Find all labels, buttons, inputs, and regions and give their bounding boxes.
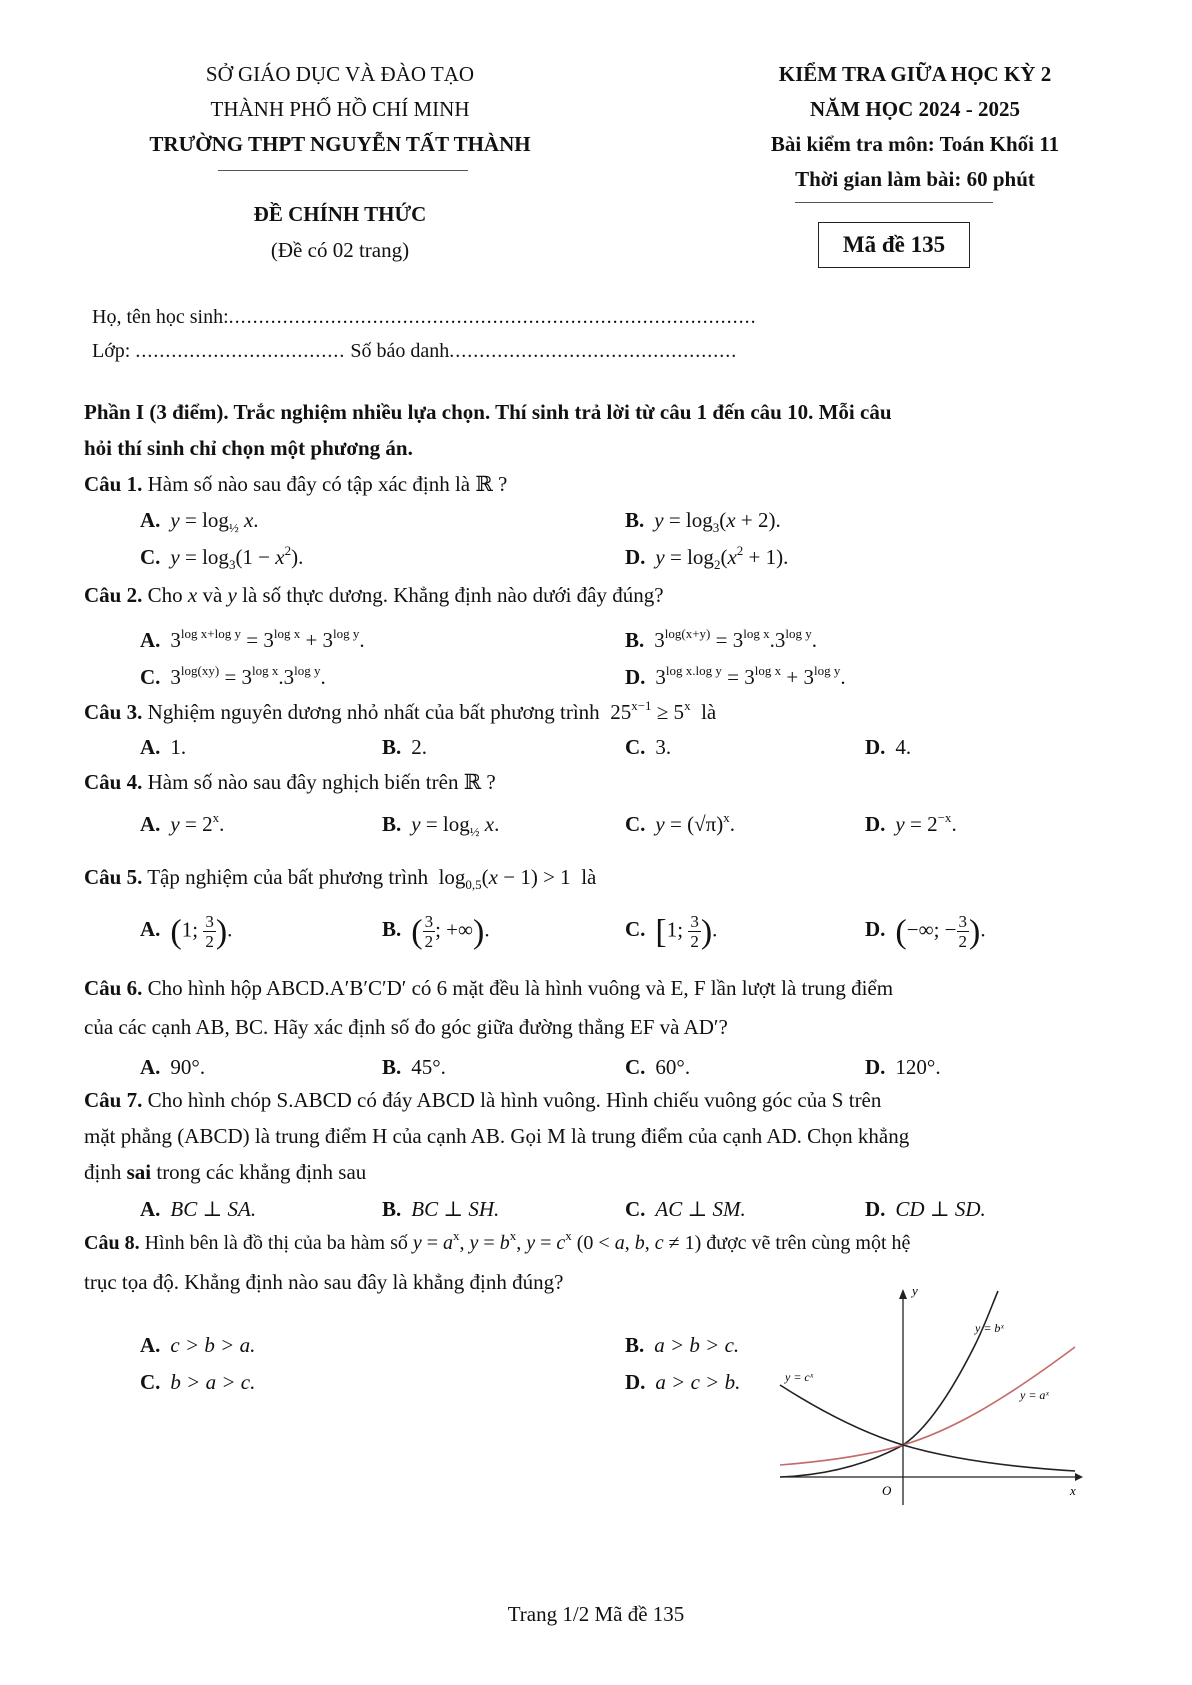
option-label: A. [140, 508, 161, 532]
question-7-line-2: mặt phẳng (ABCD) là trung điểm H của cạnh AB. Gọi M là trung điểm của cạnh AD. Chọn khẳng [84, 1124, 910, 1148]
q8-option-a-value: c > b > a. [170, 1333, 256, 1357]
question-5-text: Tập nghiệm của bất phương trình [147, 865, 429, 889]
q3-option-a[interactable] [140, 735, 186, 760]
x-axis-arrow [1075, 1473, 1083, 1481]
q5-option-c[interactable]: C. [1; $\frac{3}{2}$ ). [625, 912, 718, 951]
class-line[interactable] [92, 340, 737, 363]
question-2-number: Câu 2. [84, 583, 143, 607]
q1-option-b[interactable]: B. $y = \log_3(x + 2)$. [625, 508, 781, 535]
q6-option-b[interactable] [382, 1055, 446, 1080]
option-label: D. [865, 917, 886, 942]
option-label: C. [625, 1055, 646, 1079]
question-8-number: Câu 8. [84, 1232, 140, 1254]
student-name-label: Họ, tên học sinh: [92, 306, 229, 328]
student-name-line[interactable] [92, 306, 757, 329]
curve-b-label: y = bˣ [975, 1321, 1004, 1335]
x-axis-label: x [1070, 1483, 1076, 1498]
option-label: D. [865, 1055, 886, 1079]
q3-option-d[interactable] [865, 735, 911, 760]
option-label: D. [625, 665, 646, 689]
question-7 [84, 1088, 881, 1113]
candidate-id-dots: ................................................ [449, 340, 738, 362]
q2-option-a[interactable]: A. $3^{log x+log y} = 3^{log x} + 3^{log y}$. [140, 626, 365, 652]
q7-option-c-value: AC ⊥ SM. [655, 1197, 746, 1221]
q8-option-b[interactable] [625, 1333, 739, 1358]
option-label: D. [625, 545, 646, 569]
option-label: B. [625, 628, 645, 652]
option-label: B. [382, 1197, 402, 1221]
q4-option-d[interactable]: D. $y = 2^{-x}$. [865, 810, 957, 836]
q4-option-b[interactable]: B. $y = \log_{\frac{1}{2}} x$. [382, 812, 500, 839]
option-label: A. [140, 1333, 161, 1357]
option-label: C. [625, 735, 646, 759]
q6-option-d[interactable] [865, 1055, 941, 1080]
option-label: B. [625, 508, 645, 532]
option-label: D. [625, 1370, 646, 1394]
curve-a [780, 1347, 1075, 1465]
question-4 [84, 770, 496, 795]
question-3-number: Câu 3. [84, 700, 143, 724]
option-label: D. [865, 1197, 886, 1221]
q3-option-a-value: 1. [170, 735, 187, 759]
option-label: C. [625, 812, 646, 836]
option-label: C. [625, 1197, 646, 1221]
y-axis-label: y [912, 1285, 918, 1298]
department-name: SỞ GIÁO DỤC VÀ ĐÀO TẠO [205, 62, 475, 86]
question-6 [84, 976, 893, 1001]
class-dots: ................................... [135, 340, 346, 362]
q6-option-d-value: 120°. [895, 1055, 941, 1079]
q2-text-a: Cho [147, 583, 183, 607]
option-label: A. [140, 735, 161, 759]
q6-option-c[interactable] [625, 1055, 690, 1080]
q1-option-c[interactable]: C. $y = \log_3(1 - x^2)$. [140, 543, 304, 572]
q6-option-b-value: 45°. [411, 1055, 446, 1079]
student-name-dots: ........................................................................................ [228, 306, 757, 328]
q8-option-a[interactable] [140, 1333, 255, 1358]
question-8-text-b: được vẽ trên cùng một hệ [706, 1232, 911, 1254]
question-8: Câu 8. Hình bên là đồ thị của ba hàm số $y = a^x$, $y = b^x$, $y = c^x$ (0 < a, b, c ≠ 1) được vẽ trên cùng một hệ [84, 1228, 911, 1254]
q7-text-c: trong các khẳng định sau [156, 1160, 367, 1184]
class-label: Lớp: [92, 340, 131, 362]
question-5: Câu 5. Tập nghiệm của bất phương trình $\log_{0,5}(x - 1) > 1$ là [84, 865, 597, 892]
q3-option-c-value: 3. [655, 735, 672, 759]
question-5-number: Câu 5. [84, 865, 143, 889]
q6-option-c-value: 60°. [655, 1055, 691, 1079]
exponential-graphs [770, 1285, 1090, 1515]
option-label: C. [140, 665, 161, 689]
header-divider-left [218, 170, 468, 171]
question-7-number: Câu 7. [84, 1088, 143, 1112]
q4-option-c[interactable]: C. $y = (√\pi)^x$. [625, 810, 735, 836]
q7-text-a: định [84, 1160, 122, 1184]
question-3-tail: là [701, 700, 717, 724]
question-4-text: Hàm số nào sau đây nghịch biến trên ℝ ? [147, 770, 496, 794]
q1-option-a[interactable]: A. $y = \log_{\frac{1}{2}} x$. [140, 508, 259, 535]
q7-option-a[interactable] [140, 1197, 256, 1222]
question-1-number: Câu 1. [84, 472, 143, 496]
option-label: D. [865, 812, 886, 836]
q2-option-b[interactable]: B. $3^{log(x+y)} = 3^{log x}.3^{log y}$. [625, 626, 817, 652]
question-7-line-1: Cho hình chóp S.ABCD có đáy ABCD là hình vuông. Hình chiếu vuông góc của S trên [147, 1088, 882, 1112]
q3-option-b[interactable] [382, 735, 427, 760]
page-footer: Trang 1/2 Mã đề 135 [507, 1602, 685, 1626]
curve-c-label: y = cˣ [785, 1370, 814, 1384]
question-8-text-a: Hình bên là đồ thị của ba hàm số [144, 1232, 408, 1254]
option-label: B. [382, 812, 402, 836]
q4-option-a[interactable]: A. $y = 2^x$. [140, 810, 225, 836]
q5-option-b[interactable]: B. ( $\frac{3}{2}$ ; +∞). [382, 912, 490, 951]
q3-option-d-value: 4. [895, 735, 912, 759]
q8-option-c[interactable] [140, 1370, 255, 1395]
origin-label: O [882, 1483, 892, 1498]
school-year: NĂM HỌC 2024 - 2025 [810, 97, 1020, 121]
question-1-text: Hàm số nào sau đây có tập xác định là ℝ ? [147, 472, 508, 496]
exam-code-box: Mã đề 135 [818, 222, 970, 268]
option-label: A. [140, 812, 161, 836]
q8-option-c-value: b > a > c. [170, 1370, 256, 1394]
official-label: ĐỀ CHÍNH THỨC [253, 202, 427, 226]
q2-option-d[interactable]: D. $3^{log x.log y} = 3^{log x} + 3^{log y}$. [625, 663, 846, 689]
q7-emphasis-false: sai [126, 1160, 152, 1184]
question-6-line-2: của các cạnh AB, BC. Hãy xác định số đo góc giữa đường thẳng EF và AD′? [84, 1015, 728, 1039]
q7-option-b[interactable] [382, 1197, 499, 1222]
q7-option-a-value: BC ⊥ SA. [170, 1197, 257, 1221]
city-name: THÀNH PHỐ HỒ CHÍ MINH [210, 97, 470, 121]
q1-option-d[interactable]: D. $y = \log_2(x^2 + 1)$. [625, 543, 789, 572]
option-label: A. [140, 917, 161, 942]
school-name: TRƯỜNG THPT NGUYỄN TẤT THÀNH [149, 132, 531, 156]
option-label: A. [140, 1055, 161, 1079]
q5-option-a[interactable]: A. (1; $\frac{3}{2}$ ). [140, 912, 233, 951]
q6-option-a[interactable] [140, 1055, 205, 1080]
q7-option-d[interactable] [865, 1197, 986, 1222]
q8-option-d-value: a > c > b. [655, 1370, 741, 1394]
option-label: D. [865, 735, 886, 759]
exam-title: KIỂM TRA GIỮA HỌC KỲ 2 [778, 62, 1052, 86]
pages-note: (Đề có 02 trang) [270, 238, 410, 262]
curve-a-label: y = aˣ [1020, 1388, 1049, 1402]
question-4-number: Câu 4. [84, 770, 143, 794]
option-label: C. [625, 917, 646, 942]
subject: Bài kiểm tra môn: Toán Khối 11 [770, 132, 1060, 156]
option-label: B. [625, 1333, 645, 1357]
q7-option-d-value: CD ⊥ SD. [895, 1197, 986, 1221]
section-instructions-2: hỏi thí sinh chỉ chọn một phương án. [84, 436, 413, 460]
question-8-line-2: trục tọa độ. Khẳng định nào sau đây là khẳng định đúng? [84, 1270, 564, 1294]
q6-option-a-value: 90°. [170, 1055, 206, 1079]
option-label: A. [140, 628, 161, 652]
q3-option-b-value: 2. [411, 735, 428, 759]
question-6-line-1: Cho hình hộp ABCD.A′B′C′D′ có 6 mặt đều là hình vuông và E, F lần lượt là trung điểm [147, 976, 894, 1000]
q3-option-c[interactable] [625, 735, 671, 760]
q5-option-d[interactable]: D. (−∞; − $\frac{3}{2}$ ). [865, 912, 986, 951]
time-limit: Thời gian làm bài: 60 phút [795, 167, 1035, 191]
option-label: C. [140, 1370, 161, 1394]
question-6-number: Câu 6. [84, 976, 143, 1000]
q2-text-c: là số thực dương. Khẳng định nào dưới đây đúng? [242, 583, 664, 607]
q7-option-c[interactable] [625, 1197, 746, 1222]
q8-option-d[interactable] [625, 1370, 740, 1395]
q2-text-b: và [202, 583, 223, 607]
question-3-text: Nghiệm nguyên dương nhỏ nhất của bất phương trình [147, 700, 600, 724]
question-5-tail: là [581, 865, 597, 889]
option-label: C. [140, 545, 161, 569]
option-label: B. [382, 1055, 402, 1079]
candidate-id-label: Số báo danh [350, 340, 450, 362]
option-label: B. [382, 917, 402, 942]
question-1 [84, 472, 507, 497]
question-2: Câu 2. Cho x và y là số thực dương. Khẳng định nào dưới đây đúng? [84, 583, 664, 607]
y-axis-arrow [899, 1289, 907, 1299]
option-label: B. [382, 735, 402, 759]
q2-option-c[interactable]: C. $3^{log(xy)} = 3^{log x}.3^{log y}$. [140, 663, 326, 689]
q8-option-b-value: a > b > c. [654, 1333, 740, 1357]
question-3: Câu 3. Nghiệm nguyên dương nhỏ nhất của bất phương trình $25^{x-1} \ge 5^x$ là [84, 698, 717, 724]
option-label: A. [140, 1197, 161, 1221]
q7-option-b-value: BC ⊥ SH. [411, 1197, 500, 1221]
question-7-line-3 [84, 1160, 366, 1185]
section-instructions-1: Phần I (3 điểm). Trắc nghiệm nhiều lựa chọn. Thí sinh trả lời từ câu 1 đến câu 10. Mỗi câu [84, 400, 892, 424]
header-divider-right [795, 202, 993, 203]
